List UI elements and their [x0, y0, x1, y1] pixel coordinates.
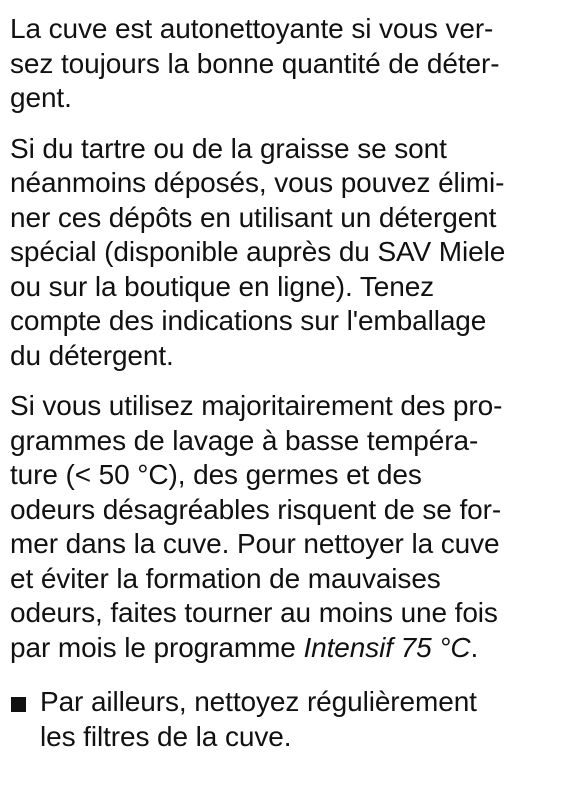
- text-line: odeurs, faites tourner au moins une fois: [10, 597, 498, 628]
- bullet-item-filters: [10, 685, 562, 754]
- text-line: Si du tartre ou de la graisse se sont: [10, 132, 447, 164]
- program-prefix-text: par mois le programme: [10, 631, 304, 663]
- paragraph-self-cleaning: [10, 12, 562, 116]
- paragraph-special-detergent: [10, 132, 562, 374]
- text-line: spécial (disponible auprès du SAV Miele: [10, 236, 506, 267]
- program-name: Intensif 75 °C: [303, 631, 471, 663]
- text-line: gent.: [10, 82, 72, 113]
- text-line: ture (< 50 °C), des germes et des: [10, 459, 422, 490]
- text-line: ner ces dépôts en utilisant un détergent: [10, 201, 497, 233]
- text-line: mer dans la cuve. Pour nettoyer la cuve: [10, 528, 500, 559]
- text-line: et éviter la formation de mauvaises: [10, 562, 441, 594]
- text-line: néanmoins déposés, vous pouvez élimi-: [10, 167, 505, 198]
- text-line-program: [10, 631, 562, 666]
- program-suffix-text: .: [470, 631, 479, 663]
- document-page: [10, 12, 562, 754]
- text-line: sez toujours la bonne quantité de déter-: [10, 47, 500, 79]
- paragraph-low-temperature: [10, 389, 562, 665]
- text-line: odeurs désagréables risquent de se for-: [10, 493, 502, 525]
- square-bullet-icon: [11, 697, 26, 712]
- text-line: grammes de lavage à basse tempéra-: [10, 424, 479, 456]
- text-line: Si vous utilisez majoritairement des pro-: [10, 390, 503, 421]
- text-line: ou sur la boutique en ligne). Tenez: [10, 270, 435, 302]
- text-line: du détergent.: [10, 339, 174, 371]
- text-line: les filtres de la cuve.: [40, 720, 292, 752]
- text-line: La cuve est autonettoyante si vous ver-: [10, 13, 494, 44]
- text-line: compte des indications sur l'emballage: [10, 305, 487, 336]
- text-line: Par ailleurs, nettoyez régulièrement: [40, 686, 477, 717]
